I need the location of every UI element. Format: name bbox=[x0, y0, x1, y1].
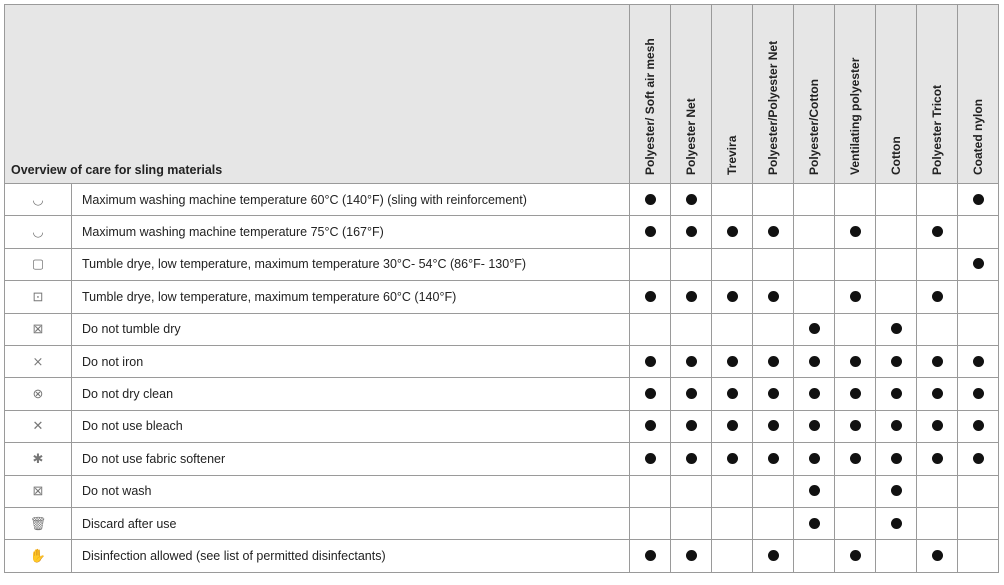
applicable-dot bbox=[932, 356, 943, 367]
applicable-dot bbox=[809, 453, 820, 464]
table-row bbox=[5, 378, 999, 410]
applicable-dot bbox=[891, 323, 902, 334]
header-row bbox=[5, 5, 999, 184]
applicability-cell bbox=[835, 507, 876, 539]
applicability-cell bbox=[753, 345, 794, 377]
table-row bbox=[5, 248, 999, 280]
column-header: Cotton bbox=[876, 5, 917, 184]
applicability-cell bbox=[835, 443, 876, 475]
applicability-cell bbox=[671, 540, 712, 572]
table-title: Overview of care for sling materials bbox=[5, 5, 630, 184]
applicability-cell bbox=[958, 248, 999, 280]
applicability-cell bbox=[712, 507, 753, 539]
column-header: Polyester/Polyester Net bbox=[753, 5, 794, 184]
applicability-cell bbox=[876, 345, 917, 377]
applicability-cell bbox=[876, 216, 917, 248]
applicability-cell bbox=[958, 184, 999, 216]
applicable-dot bbox=[891, 388, 902, 399]
applicability-cell bbox=[917, 507, 958, 539]
applicability-cell bbox=[876, 507, 917, 539]
applicability-cell bbox=[630, 410, 671, 442]
table-row bbox=[5, 540, 999, 572]
applicability-cell bbox=[876, 313, 917, 345]
applicability-cell bbox=[671, 475, 712, 507]
applicability-cell bbox=[753, 216, 794, 248]
applicability-cell bbox=[630, 345, 671, 377]
applicability-cell bbox=[753, 410, 794, 442]
applicability-cell bbox=[876, 443, 917, 475]
applicability-cell bbox=[630, 507, 671, 539]
table-body bbox=[5, 184, 999, 573]
column-header: Ventilating polyester bbox=[835, 5, 876, 184]
no-dry-clean-icon: ⊗ bbox=[32, 386, 44, 402]
applicability-cell bbox=[712, 410, 753, 442]
applicability-cell bbox=[671, 507, 712, 539]
column-header: Polyester/ Soft air mesh bbox=[630, 5, 671, 184]
applicability-cell bbox=[917, 345, 958, 377]
applicability-cell bbox=[876, 540, 917, 572]
tumble-dry-icon: ⊡ bbox=[32, 288, 44, 304]
applicability-cell bbox=[958, 475, 999, 507]
applicable-dot bbox=[727, 356, 738, 367]
tumble-dry-low-icon: ▢ bbox=[31, 256, 45, 272]
applicable-dot bbox=[727, 388, 738, 399]
applicability-cell bbox=[753, 475, 794, 507]
applicability-cell bbox=[630, 475, 671, 507]
applicability-cell bbox=[876, 475, 917, 507]
applicability-cell bbox=[712, 443, 753, 475]
applicable-dot bbox=[686, 194, 697, 205]
table-row bbox=[5, 184, 999, 216]
applicability-cell bbox=[794, 475, 835, 507]
applicability-cell bbox=[835, 540, 876, 572]
applicable-dot bbox=[768, 291, 779, 302]
applicable-dot bbox=[645, 291, 656, 302]
care-instruction-label: Do not dry clean bbox=[72, 378, 630, 410]
applicability-cell bbox=[753, 313, 794, 345]
applicability-cell bbox=[671, 410, 712, 442]
applicability-cell bbox=[917, 184, 958, 216]
table-row bbox=[5, 345, 999, 377]
applicability-cell bbox=[630, 184, 671, 216]
table-row bbox=[5, 443, 999, 475]
applicability-cell bbox=[671, 281, 712, 313]
applicability-cell bbox=[917, 410, 958, 442]
applicability-cell bbox=[876, 248, 917, 280]
no-tumble-dry-icon: ⊠ bbox=[32, 321, 44, 337]
applicability-cell bbox=[630, 248, 671, 280]
applicable-dot bbox=[891, 420, 902, 431]
applicability-cell bbox=[753, 281, 794, 313]
applicability-cell bbox=[835, 281, 876, 313]
no-iron-icon: ⨯ bbox=[32, 353, 44, 369]
applicability-cell bbox=[917, 248, 958, 280]
applicable-dot bbox=[891, 356, 902, 367]
applicable-dot bbox=[809, 388, 820, 399]
applicable-dot bbox=[686, 291, 697, 302]
applicable-dot bbox=[645, 226, 656, 237]
applicability-cell bbox=[671, 313, 712, 345]
applicability-cell bbox=[712, 184, 753, 216]
applicability-cell bbox=[876, 378, 917, 410]
applicable-dot bbox=[932, 291, 943, 302]
applicability-cell bbox=[794, 313, 835, 345]
applicable-dot bbox=[932, 226, 943, 237]
applicability-cell bbox=[835, 184, 876, 216]
applicability-cell bbox=[835, 313, 876, 345]
applicability-cell bbox=[876, 281, 917, 313]
applicability-cell bbox=[958, 410, 999, 442]
applicable-dot bbox=[932, 420, 943, 431]
table-row bbox=[5, 216, 999, 248]
table-row bbox=[5, 507, 999, 539]
applicability-cell bbox=[958, 313, 999, 345]
applicable-dot bbox=[645, 388, 656, 399]
care-instruction-label: Do not use bleach bbox=[72, 410, 630, 442]
applicability-cell bbox=[712, 345, 753, 377]
applicable-dot bbox=[686, 453, 697, 464]
applicable-dot bbox=[850, 550, 861, 561]
applicability-cell bbox=[794, 378, 835, 410]
applicability-cell bbox=[794, 184, 835, 216]
care-instruction-label: Discard after use bbox=[72, 507, 630, 539]
applicability-cell bbox=[958, 443, 999, 475]
applicability-cell bbox=[958, 345, 999, 377]
applicable-dot bbox=[809, 323, 820, 334]
applicable-dot bbox=[850, 356, 861, 367]
wash-75-icon: ◡ bbox=[32, 224, 44, 240]
applicable-dot bbox=[891, 453, 902, 464]
applicable-dot bbox=[686, 420, 697, 431]
applicable-dot bbox=[645, 453, 656, 464]
care-instruction-label: Do not iron bbox=[72, 345, 630, 377]
applicability-cell bbox=[630, 443, 671, 475]
applicable-dot bbox=[891, 518, 902, 529]
applicable-dot bbox=[850, 453, 861, 464]
table-row bbox=[5, 410, 999, 442]
table-row bbox=[5, 281, 999, 313]
care-instruction-label: Tumble drye, low temperature, maximum temperature 30°C- 54°C (86°F- 130°F) bbox=[72, 248, 630, 280]
applicable-dot bbox=[809, 485, 820, 496]
applicable-dot bbox=[727, 453, 738, 464]
applicable-dot bbox=[645, 356, 656, 367]
applicability-cell bbox=[671, 184, 712, 216]
applicability-cell bbox=[671, 345, 712, 377]
wash-60-icon: ◡ bbox=[32, 191, 44, 207]
no-fabric-softener-icon: ✱ bbox=[32, 450, 44, 466]
applicability-cell bbox=[753, 507, 794, 539]
applicability-cell bbox=[630, 281, 671, 313]
applicability-cell bbox=[835, 216, 876, 248]
applicable-dot bbox=[727, 291, 738, 302]
applicable-dot bbox=[809, 518, 820, 529]
applicability-cell bbox=[917, 313, 958, 345]
applicability-cell bbox=[712, 378, 753, 410]
applicability-cell bbox=[835, 475, 876, 507]
applicable-dot bbox=[809, 420, 820, 431]
applicability-cell bbox=[835, 410, 876, 442]
care-instruction-label: Do not wash bbox=[72, 475, 630, 507]
applicable-dot bbox=[768, 226, 779, 237]
applicable-dot bbox=[686, 388, 697, 399]
applicability-cell bbox=[958, 378, 999, 410]
care-table bbox=[4, 4, 999, 573]
applicable-dot bbox=[973, 356, 984, 367]
applicable-dot bbox=[973, 388, 984, 399]
applicability-cell bbox=[712, 540, 753, 572]
applicability-cell bbox=[958, 540, 999, 572]
column-header: Trevira bbox=[712, 5, 753, 184]
table-row bbox=[5, 313, 999, 345]
no-bleach-icon: ✕ bbox=[32, 418, 44, 434]
applicability-cell bbox=[671, 216, 712, 248]
applicability-cell bbox=[753, 248, 794, 280]
applicability-cell bbox=[712, 475, 753, 507]
applicability-cell bbox=[876, 184, 917, 216]
applicable-dot bbox=[850, 226, 861, 237]
applicability-cell bbox=[917, 475, 958, 507]
applicable-dot bbox=[645, 194, 656, 205]
applicable-dot bbox=[645, 420, 656, 431]
applicability-cell bbox=[794, 248, 835, 280]
applicability-cell bbox=[671, 378, 712, 410]
applicability-cell bbox=[671, 248, 712, 280]
applicability-cell bbox=[712, 281, 753, 313]
applicability-cell bbox=[630, 216, 671, 248]
care-instruction-label: Do not tumble dry bbox=[72, 313, 630, 345]
applicability-cell bbox=[794, 345, 835, 377]
column-header: Polyester Tricot bbox=[917, 5, 958, 184]
column-header: Coated nylon bbox=[958, 5, 999, 184]
applicable-dot bbox=[768, 453, 779, 464]
applicability-cell bbox=[712, 313, 753, 345]
applicability-cell bbox=[794, 507, 835, 539]
applicability-cell bbox=[794, 540, 835, 572]
column-header: Polyester Net bbox=[671, 5, 712, 184]
applicability-cell bbox=[753, 540, 794, 572]
applicable-dot bbox=[850, 420, 861, 431]
applicable-dot bbox=[973, 420, 984, 431]
applicable-dot bbox=[768, 356, 779, 367]
applicable-dot bbox=[973, 258, 984, 269]
applicability-cell bbox=[753, 443, 794, 475]
applicability-cell bbox=[794, 410, 835, 442]
applicability-cell bbox=[917, 281, 958, 313]
applicability-cell bbox=[917, 378, 958, 410]
applicability-cell bbox=[753, 184, 794, 216]
column-header: Polyester/Cotton bbox=[794, 5, 835, 184]
no-wash-icon: ⊠ bbox=[32, 483, 44, 499]
discard-icon: 🗑 bbox=[29, 515, 47, 531]
applicable-dot bbox=[932, 550, 943, 561]
applicable-dot bbox=[727, 420, 738, 431]
applicability-cell bbox=[917, 216, 958, 248]
care-instruction-label: Do not use fabric softener bbox=[72, 443, 630, 475]
applicable-dot bbox=[727, 226, 738, 237]
applicability-cell bbox=[917, 540, 958, 572]
applicable-dot bbox=[973, 194, 984, 205]
applicability-cell bbox=[630, 313, 671, 345]
applicable-dot bbox=[686, 226, 697, 237]
applicable-dot bbox=[686, 356, 697, 367]
applicability-cell bbox=[958, 507, 999, 539]
applicable-dot bbox=[850, 388, 861, 399]
applicable-dot bbox=[768, 550, 779, 561]
applicable-dot bbox=[768, 388, 779, 399]
applicability-cell bbox=[671, 443, 712, 475]
disinfection-icon: ✋ bbox=[29, 547, 47, 563]
applicability-cell bbox=[630, 540, 671, 572]
applicable-dot bbox=[768, 420, 779, 431]
applicability-cell bbox=[753, 378, 794, 410]
applicability-cell bbox=[835, 248, 876, 280]
applicability-cell bbox=[958, 216, 999, 248]
applicability-cell bbox=[794, 443, 835, 475]
applicability-cell bbox=[794, 281, 835, 313]
applicable-dot bbox=[932, 453, 943, 464]
applicability-cell bbox=[712, 216, 753, 248]
applicability-cell bbox=[794, 216, 835, 248]
applicable-dot bbox=[891, 485, 902, 496]
table-row bbox=[5, 475, 999, 507]
applicable-dot bbox=[645, 550, 656, 561]
care-instruction-label: Maximum washing machine temperature 75°C (167°F) bbox=[72, 216, 630, 248]
care-instruction-label: Maximum washing machine temperature 60°C (140°F) (sling with reinforcement) bbox=[72, 184, 630, 216]
care-instruction-label: Disinfection allowed (see list of permitted disinfectants) bbox=[72, 540, 630, 572]
applicable-dot bbox=[932, 388, 943, 399]
applicable-dot bbox=[850, 291, 861, 302]
applicable-dot bbox=[809, 356, 820, 367]
applicable-dot bbox=[686, 550, 697, 561]
applicability-cell bbox=[917, 443, 958, 475]
applicability-cell bbox=[958, 281, 999, 313]
applicability-cell bbox=[876, 410, 917, 442]
applicability-cell bbox=[835, 378, 876, 410]
applicability-cell bbox=[835, 345, 876, 377]
care-instruction-label: Tumble drye, low temperature, maximum temperature 60°C (140°F) bbox=[72, 281, 630, 313]
applicability-cell bbox=[712, 248, 753, 280]
applicability-cell bbox=[630, 378, 671, 410]
applicable-dot bbox=[973, 453, 984, 464]
